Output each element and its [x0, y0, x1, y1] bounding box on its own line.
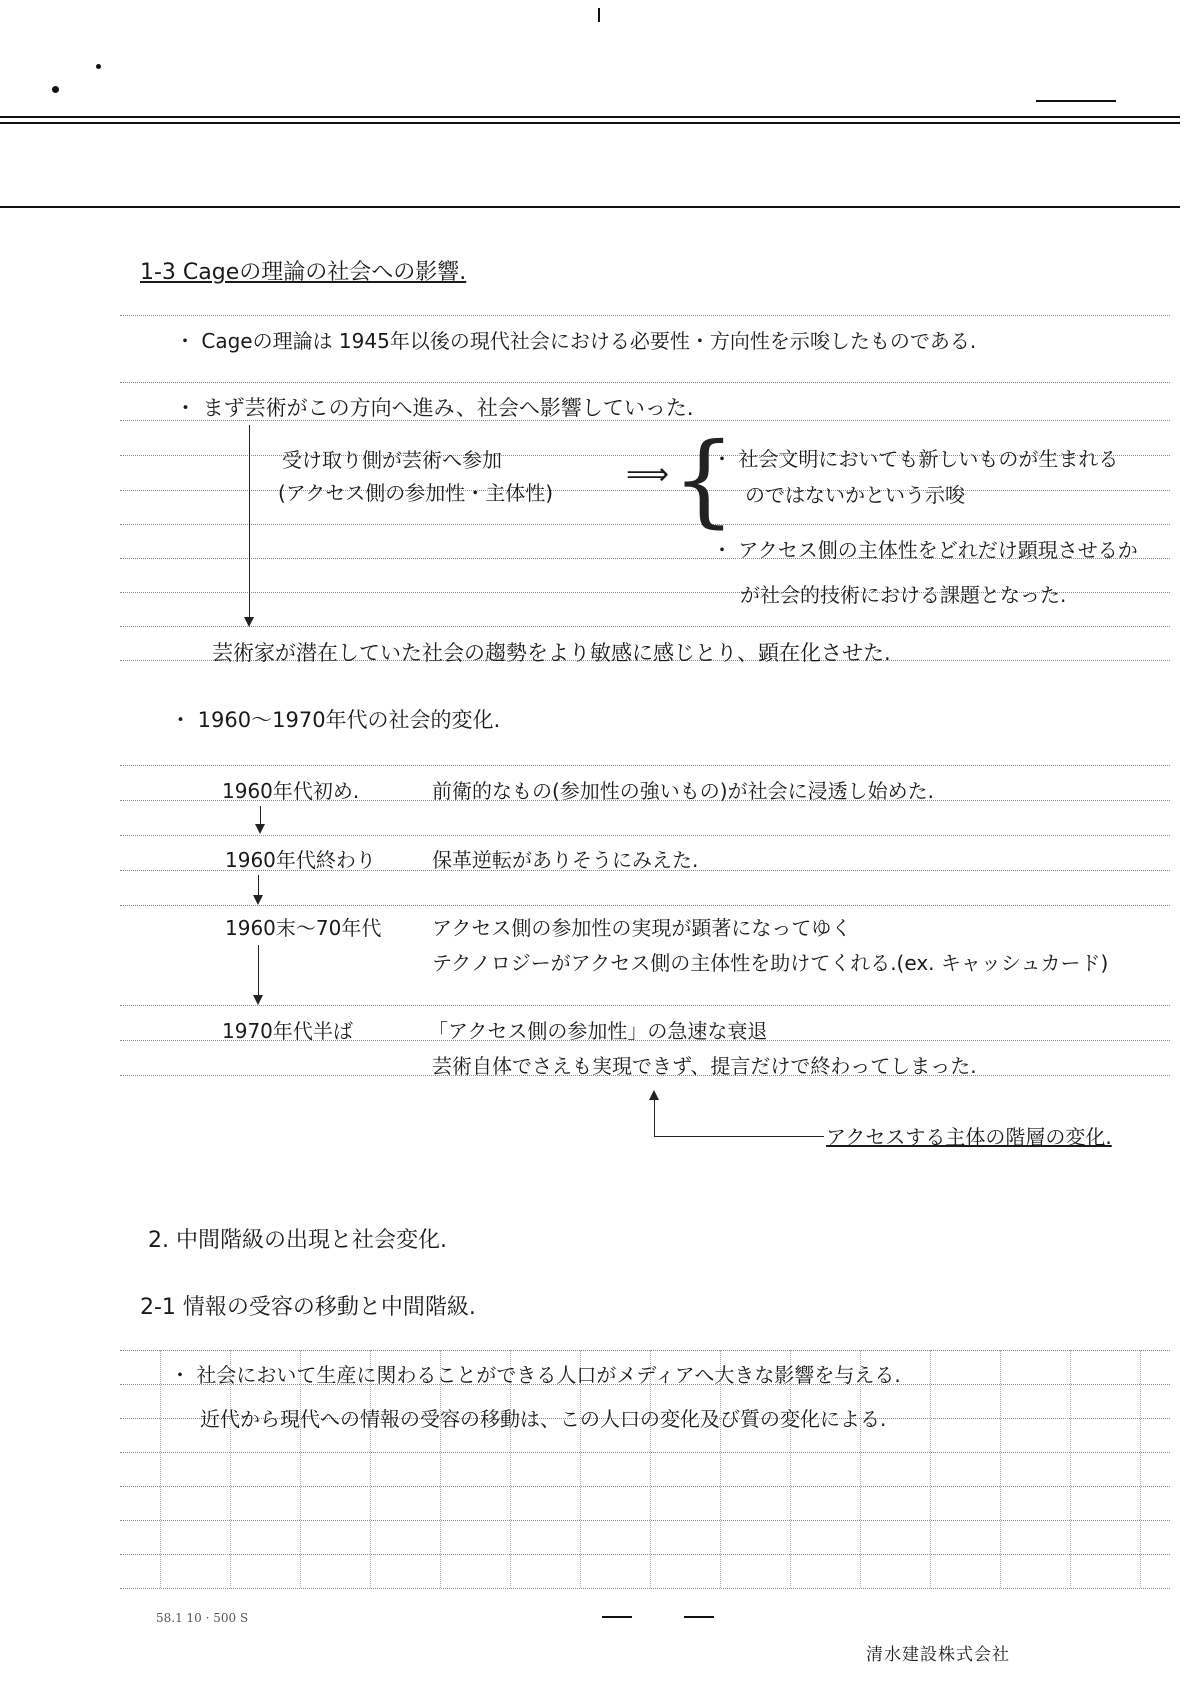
timeline-text: テクノロジーがアクセス側の主体性を助けてくれる.(ex. キャッシュカード): [432, 951, 1109, 975]
section-heading: 2. 中間階級の出現と社会変化.: [148, 1228, 447, 1253]
brace-icon: {: [672, 421, 736, 538]
ruled-line: [120, 905, 1170, 906]
grid-line: [160, 1350, 161, 1588]
annotation-text: アクセスする主体の階層の変化.: [826, 1125, 1112, 1149]
up-arrow: [654, 1098, 655, 1136]
flow-left-text: 受け取り側が芸術へ参加: [282, 448, 502, 472]
footer-dash: [684, 1616, 714, 1618]
company-name: 清水建設株式会社: [866, 1645, 1010, 1665]
top-right-rule: [1036, 100, 1116, 102]
punch-mark: [96, 64, 101, 69]
timeline-period: 1960年代初め.: [222, 779, 360, 803]
flow-right-text: のではないかという示唆: [745, 483, 965, 507]
bullet-text: ・ 社会において生産に関わることができる人口がメディアへ大きな影響を与える.: [170, 1363, 901, 1387]
punch-mark: [52, 86, 59, 93]
header-rule-bottom: [0, 206, 1180, 208]
bullet-text: ・ 1960～1970年代の社会的変化.: [170, 708, 501, 732]
down-arrow: [258, 945, 259, 1003]
ruled-line: [120, 1588, 1170, 1589]
header-rule: [0, 116, 1180, 118]
timeline-period: 1970年代半ば: [222, 1019, 353, 1043]
timeline-period: 1960年代終わり: [225, 848, 376, 872]
bullet-text: ・ Cageの理論は 1945年以後の現代社会における必要性・方向性を示唆したものである.: [175, 329, 977, 353]
timeline-text: 前衛的なもの(参加性の強いもの)が社会に浸透し始めた.: [432, 779, 934, 803]
ruled-line: [120, 1350, 1170, 1351]
ruled-line: [120, 1486, 1170, 1487]
down-arrow: [260, 806, 261, 832]
ruled-line: [120, 835, 1170, 836]
form-code: 58.1 10 · 500 S: [156, 1611, 249, 1625]
ruled-line: [120, 1554, 1170, 1555]
sub-heading: 2-1 情報の受容の移動と中間階級.: [140, 1295, 476, 1320]
ruled-line: [120, 382, 1170, 383]
timeline-text: 芸術自体でさえも実現できず、提言だけで終わってしまった.: [432, 1054, 977, 1078]
conclusion-text: 芸術家が潜在していた社会の趨勢をより敏感に感じとり、顕在化させた.: [212, 641, 891, 665]
top-tick: [598, 8, 600, 22]
flow-right-text: ・ 社会文明においても新しいものが生まれる: [712, 447, 1119, 471]
header-rule: [0, 122, 1180, 124]
timeline-text: アクセス側の参加性の実現が顕著になってゆく: [432, 916, 852, 940]
ruled-line: [120, 626, 1170, 627]
timeline-text: 保革逆転がありそうにみえた.: [432, 848, 699, 872]
timeline-text: 「アクセス側の参加性」の急速な衰退: [428, 1019, 768, 1043]
annotation-line: [654, 1136, 824, 1137]
section-heading: 1-3 Cageの理論の社会への影響.: [140, 260, 467, 285]
down-arrow: [258, 875, 259, 903]
grid-line: [930, 1350, 931, 1588]
ruled-line: [120, 1520, 1170, 1521]
grid-line: [1070, 1350, 1071, 1588]
ruled-line: [120, 765, 1170, 766]
down-arrow: [249, 425, 250, 625]
implies-arrow-icon: ⟹: [626, 457, 670, 492]
ruled-line: [120, 524, 1170, 525]
flow-right-text: ・ アクセス側の主体性をどれだけ顕現させるか: [712, 538, 1138, 562]
ruled-line: [120, 1452, 1170, 1453]
ruled-line: [120, 315, 1170, 316]
flow-right-text: が社会的技術における課題となった.: [740, 583, 1067, 607]
grid-line: [1000, 1350, 1001, 1588]
timeline-period: 1960末～70年代: [225, 916, 382, 940]
ruled-line: [120, 1005, 1170, 1006]
footer-dash: [602, 1616, 632, 1618]
bullet-text: 近代から現代への情報の受容の移動は、この人口の変化及び質の変化による.: [200, 1407, 887, 1431]
grid-line: [1140, 1350, 1141, 1588]
flow-left-text: (アクセス側の参加性・主体性): [278, 481, 554, 505]
bullet-text: ・ まず芸術がこの方向へ進み、社会へ影響していった.: [175, 396, 694, 420]
